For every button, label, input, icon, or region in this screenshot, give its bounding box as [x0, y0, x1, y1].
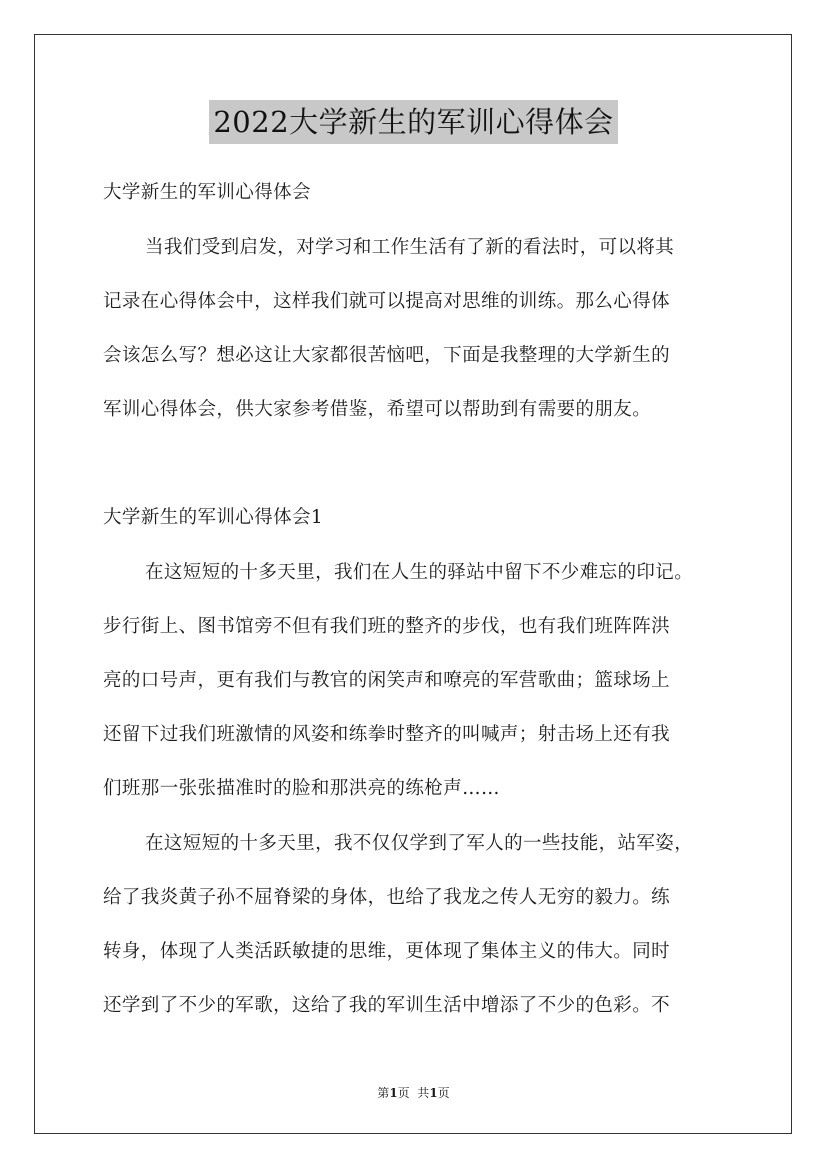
para2-line-1: 在这短短的十多天里，我不仅仅学到了军人的一些技能，站军姿，	[145, 833, 694, 854]
footer-page-prefix: 第	[377, 1086, 390, 1100]
para2-line-4: 还学到了不少的军歌，这给了我的军训生活中增添了不少的色彩。不	[103, 995, 671, 1016]
para1-line-4: 还留下过我们班激情的风姿和练拳时整齐的叫喊声；射击场上还有我	[103, 724, 671, 745]
document-title: 2022大学新生的军训心得体会	[209, 100, 617, 144]
intro-line-2: 记录在心得体会中，这样我们就可以提高对思维的训练。那么心得体	[103, 291, 671, 312]
para1-line-2: 步行街上、图书馆旁不但有我们班的整齐的步伐，也有我们班阵阵洪	[103, 616, 671, 637]
footer-page-suffix: 页	[437, 1086, 450, 1100]
footer-page-current: 1	[389, 1086, 398, 1100]
footer-page-total: 1	[429, 1086, 438, 1100]
para2-line-3: 转身，体现了人类活跃敏捷的思维，更体现了集体主义的伟大。同时	[103, 941, 671, 962]
intro-line-3: 会该怎么写？想必这让大家都很苦恼吧，下面是我整理的大学新生的	[103, 345, 671, 366]
para1-line-5: 们班那一张张描准时的脸和那洪亮的练枪声……	[103, 778, 500, 799]
title-wrap	[0, 100, 827, 144]
intro-line-1: 当我们受到启发，对学习和工作生活有了新的看法时，可以将其	[145, 237, 675, 258]
para1-line-3: 亮的口号声，更有我们与教官的闲笑声和嘹亮的军营歌曲；篮球场上	[103, 670, 671, 691]
footer-page-mid: 页 共	[397, 1086, 430, 1100]
intro-line-4: 军训心得体会，供大家参考借鉴，希望可以帮助到有需要的朋友。	[103, 399, 652, 420]
para1-line-1: 在这短短的十多天里，我们在人生的驿站中留下不少难忘的印记。	[145, 562, 694, 583]
para2-line-2: 给了我炎黄子孙不屈脊梁的身体，也给了我龙之传人无穷的毅力。练	[103, 887, 671, 908]
section1-heading: 大学新生的军训心得体会1	[103, 507, 324, 528]
document-subtitle: 大学新生的军训心得体会	[103, 182, 311, 203]
page-footer	[0, 1085, 827, 1101]
